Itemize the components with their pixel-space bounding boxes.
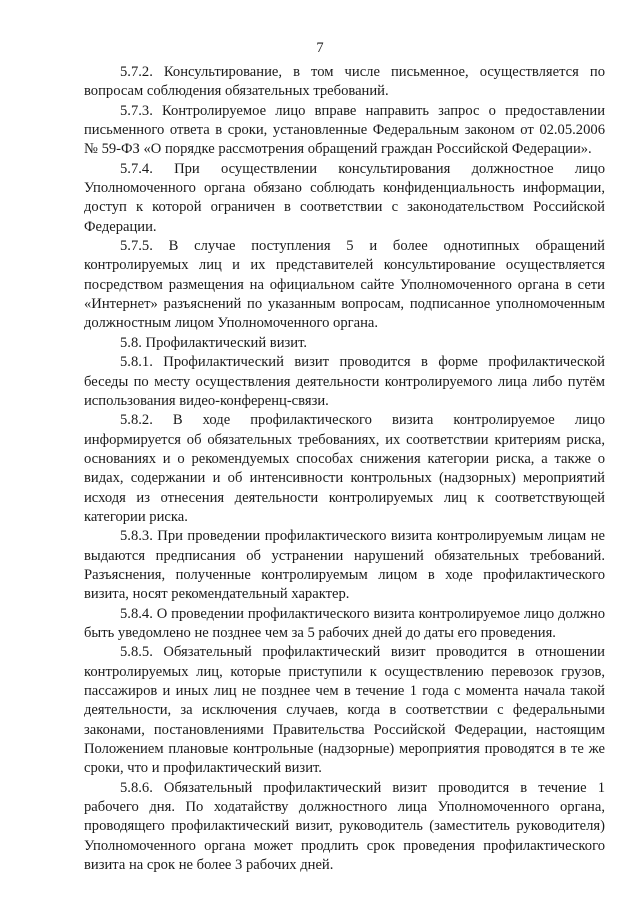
page-number: 7: [316, 40, 324, 56]
paragraph-5-7-5: 5.7.5. В случае поступления 5 и более однотипных обращений контролируемых лиц и их представителей консультирование осуществляется посредством размещения на официальном сайте Уполномоченного органа в сети «Интернет» разъяснений по указанным вопросам, подписанное уполномоченным должностным лицом Уполномоченного органа.: [84, 238, 605, 332]
paragraph-5-8-6: 5.8.6. Обязательный профилактический визит проводится в течение 1 рабочего дня. По ходатайству должностного лица Уполномоченного органа, проводящего профилактический визит, руководитель (заместитель руководителя) Уполномоченного органа может продлить срок проведения профилактического визита на срок не более 3 рабочих дней.: [84, 779, 605, 874]
section-heading-5-8: 5.8. Профилактический визит.: [120, 334, 308, 351]
paragraph-5-7-4: 5.7.4. При осуществлении консультирования должностное лицо Уполномоченного органа обязано соблюдать конфиденциальность информации, доступ к которой ограничен в соответствии с законодательством Российской Федерации.: [84, 160, 605, 235]
paragraph-5-7-2: 5.7.2. Консультирование, в том числе письменное, осуществляется по вопросам соблюдения обязательных требований.: [84, 64, 605, 100]
document-body: [84, 63, 605, 875]
paragraph-5-8-1: 5.8.1. Профилактический визит проводится в форме профилактической беседы по месту осуществления деятельности контролируемого лица либо путём использования видео-конференц-связи.: [84, 354, 605, 409]
paragraph-5-8-4: 5.8.4. О проведении профилактического визита контролируемое лицо должно быть уведомлено не позднее чем за 5 рабочих дней до даты его проведения.: [84, 605, 605, 641]
paragraph-5-8-5: 5.8.5. Обязательный профилактический визит проводится в отношении контролируемых лиц, которые приступили к осуществлению перевозок грузов, пассажиров и иных лиц не позднее чем в течение 1 года с момента начала такой деятельности, за исключения случаев, когда в соответствии с федеральными законами, постановлениями Правительства Российской Федерации, настоящим Положением плановые контрольные (надзорные) мероприятия проводятся в те же сроки, что и профилактический визит.: [84, 644, 605, 777]
paragraph-5-7-3: 5.7.3. Контролируемое лицо вправе направить запрос о предоставлении письменного ответа в сроки, установленные Федеральным законом от 02.05.2006 № 59-ФЗ «О порядке рассмотрения обращений граждан Российской Федерации».: [84, 102, 605, 158]
paragraph-5-8-2: 5.8.2. В ходе профилактического визита контролируемое лицо информируется об обязательных требованиях, их соответствии критериям риска, основаниях и о рекомендуемых способах снижения категории риска, а также о видах, содержании и об интенсивности контрольных (надзорных) мероприятий исходя из отнесения деятельности контролируемых лиц к соответствующей категории риска.: [84, 412, 605, 525]
paragraph-5-8-3: 5.8.3. При проведении профилактического визита контролируемым лицам не выдаются предписания об устранении нарушений обязательных требований. Разъяснения, полученные контролируемым лицом в ходе профилактического визита, носят рекомендательный характер.: [84, 528, 605, 603]
